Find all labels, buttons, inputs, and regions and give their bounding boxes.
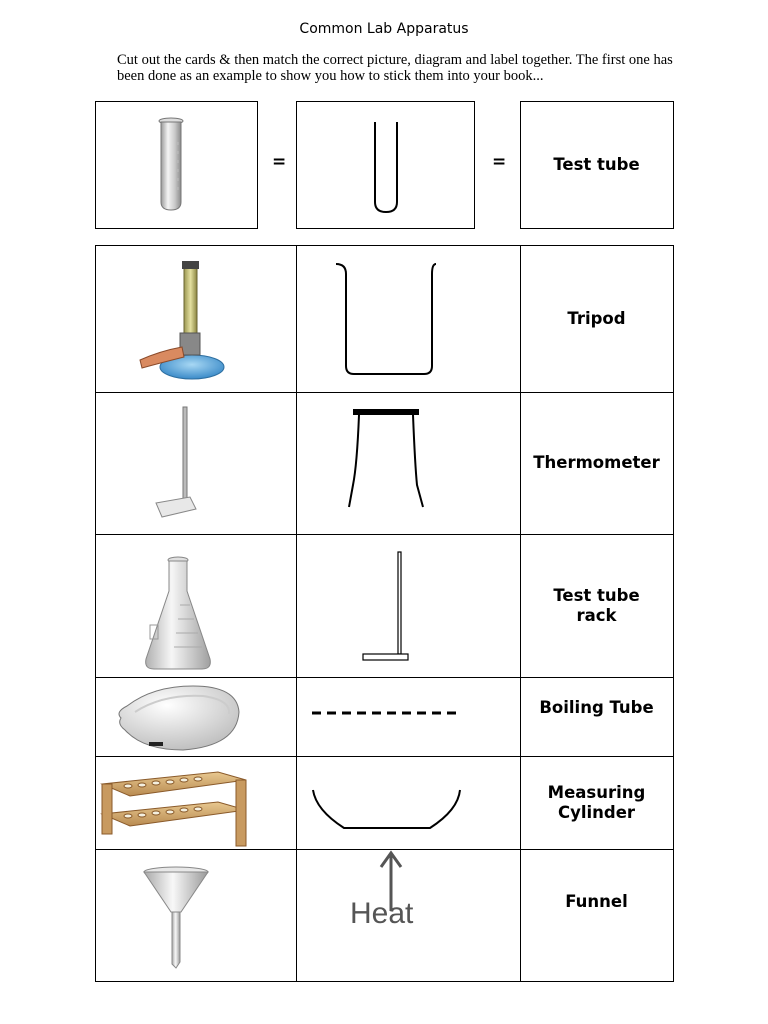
example-diagram-card (296, 101, 475, 229)
example-picture-card (95, 101, 258, 229)
bunsen-burner-photo-icon (130, 255, 240, 385)
gauze-diagram-icon (312, 708, 462, 718)
grid-column-divider (296, 245, 297, 982)
row-3-label: Test tube rack (553, 585, 640, 625)
test-tube-rack-photo-icon (100, 770, 250, 850)
instructions-text: Cut out the cards & then match the correct picture, diagram and label together. The first one has been done as an example to show you how to stick them into your book... (117, 52, 673, 84)
funnel-photo-icon (140, 866, 212, 970)
row-6-label: Funnel (565, 892, 628, 911)
equals-sign-1: = (272, 152, 287, 172)
row-5-label: Measuring Cylinder (547, 782, 646, 822)
test-tube-diagram-icon (297, 102, 476, 230)
equals-sign-2: = (492, 152, 507, 172)
worksheet-title: Common Lab Apparatus (299, 21, 469, 37)
row-2-label: Thermometer (533, 453, 660, 472)
retort-stand-photo-icon (150, 405, 210, 523)
test-tube-photo-icon (96, 102, 259, 230)
row-4-label: Boiling Tube (539, 698, 654, 717)
evaporating-dish-diagram-icon (312, 788, 462, 833)
evaporating-dish-photo-icon (113, 682, 243, 754)
conical-flask-photo-icon (140, 555, 215, 673)
row-1-label: Tripod (567, 308, 626, 328)
tripod-diagram-icon (345, 405, 430, 510)
beaker-diagram-icon (336, 262, 436, 377)
heat-label: Heat (350, 897, 414, 930)
example-label: Test tube (553, 155, 640, 174)
retort-stand-diagram-icon (360, 550, 412, 665)
